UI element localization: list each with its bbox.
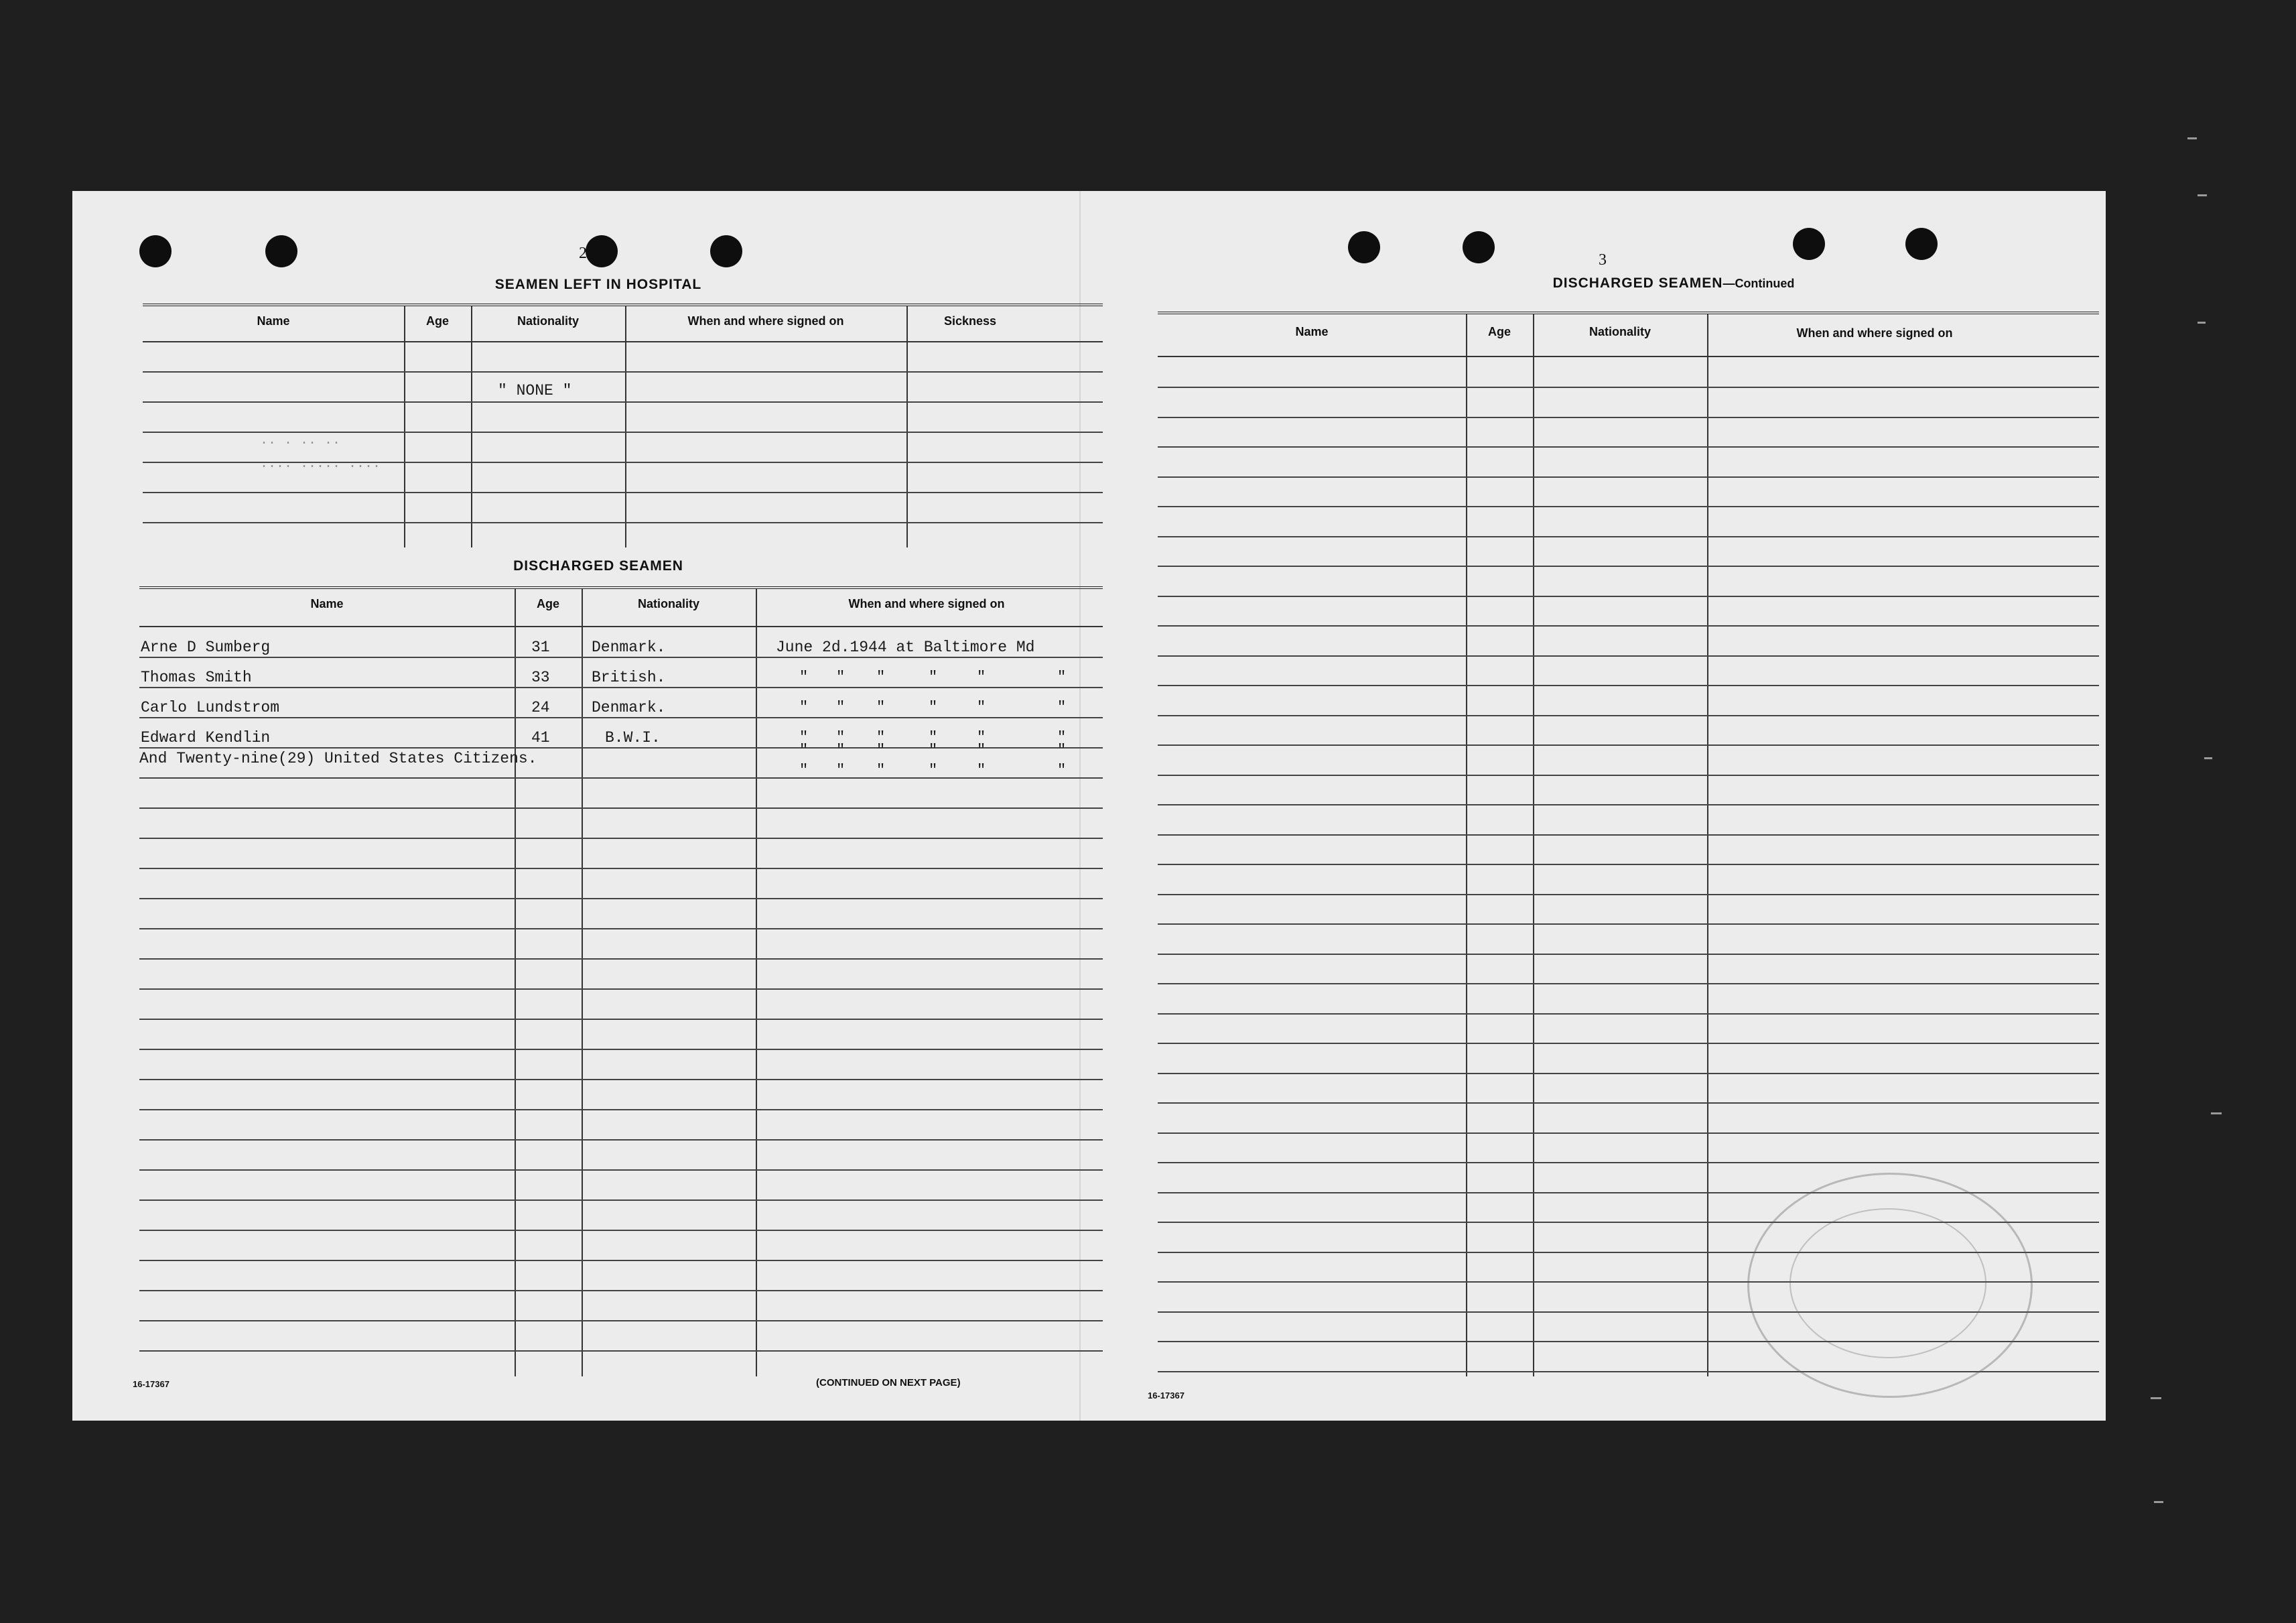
- column-header-name: Name: [310, 597, 344, 610]
- ditto-mark: ": [1057, 669, 1067, 686]
- punch-hole: [710, 235, 742, 267]
- page-number: 2: [579, 245, 587, 262]
- ditto-mark: ": [929, 699, 938, 716]
- seaman-nationality: Denmark.: [592, 639, 666, 656]
- ditto-mark: ": [876, 742, 886, 759]
- row-line: [139, 1169, 1103, 1171]
- row-line: [1158, 446, 2099, 448]
- row-line: [139, 1290, 1103, 1291]
- ditto-mark: ": [799, 729, 809, 746]
- row-line: [139, 1139, 1103, 1141]
- film-edge-mark: [2198, 322, 2206, 324]
- film-edge-mark: [2211, 1112, 2222, 1114]
- bleed-through-marks: ···· ····· ····: [260, 459, 381, 474]
- ditto-mark: ": [929, 669, 938, 686]
- film-edge-mark: [2154, 1501, 2163, 1503]
- row-line: [139, 1260, 1103, 1261]
- row-line: [1158, 864, 2099, 865]
- ditto-mark: ": [977, 699, 986, 716]
- ditto-mark: ": [836, 762, 846, 779]
- row-line: [1158, 954, 2099, 955]
- stamp-inner-ring: [1789, 1208, 1986, 1358]
- row-line: [139, 1230, 1103, 1231]
- column-header-age: Age: [536, 597, 559, 610]
- row-line: [1158, 417, 2099, 418]
- row-line: [143, 401, 1103, 403]
- row-line: [139, 928, 1103, 929]
- ditto-mark: ": [929, 742, 938, 759]
- ditto-mark: ": [836, 742, 846, 759]
- ditto-mark: ": [876, 699, 886, 716]
- column-divider: [1466, 314, 1467, 1376]
- ditto-mark: ": [799, 762, 809, 779]
- seaman-name: Thomas Smith: [141, 669, 252, 686]
- row-line: [1158, 566, 2099, 567]
- seaman-age: 31: [531, 639, 550, 656]
- column-divider: [582, 589, 583, 1376]
- column-divider: [404, 306, 405, 547]
- ditto-mark: ": [977, 729, 986, 746]
- row-line: [1158, 744, 2099, 746]
- ditto-mark: ": [836, 699, 846, 716]
- ditto-mark: ": [929, 762, 938, 779]
- row-line: [139, 1019, 1103, 1020]
- punch-hole: [139, 235, 172, 267]
- row-line: [1158, 1162, 2099, 1163]
- punch-hole: [1905, 228, 1938, 260]
- row-line: [1158, 596, 2099, 597]
- ditto-mark: ": [836, 669, 846, 686]
- ditto-mark: ": [799, 669, 809, 686]
- column-divider: [471, 306, 472, 547]
- row-line: [139, 657, 1103, 658]
- discharged-table: [139, 586, 1103, 1376]
- column-header-signed-on: When and where signed on: [848, 597, 1005, 610]
- row-line: [139, 1109, 1103, 1110]
- row-line: [1158, 775, 2099, 776]
- row-line: [1158, 804, 2099, 805]
- punch-hole: [1793, 228, 1825, 260]
- row-line: [1158, 625, 2099, 627]
- bleed-through-marks: ·· ·· · ··: [260, 436, 341, 451]
- ditto-mark: ": [929, 729, 938, 746]
- row-line: [139, 687, 1103, 688]
- customs-stamp: [1747, 1173, 2033, 1398]
- row-line: [1158, 983, 2099, 984]
- ditto-mark: ": [1057, 729, 1067, 746]
- film-edge-mark: [2204, 757, 2212, 759]
- discharged-section-title: DISCHARGED SEAMEN: [513, 558, 683, 574]
- seaman-age: 24: [531, 699, 550, 716]
- ditto-mark: ": [977, 762, 986, 779]
- ditto-mark: ": [876, 729, 886, 746]
- row-line: [139, 868, 1103, 869]
- document-sheet: [72, 191, 2106, 1421]
- ditto-mark: ": [1057, 699, 1067, 716]
- row-line: [139, 898, 1103, 899]
- summary-line: And Twenty-nine(29) United States Citizens.: [139, 750, 537, 767]
- row-line: [1158, 536, 2099, 537]
- ditto-mark: ": [977, 669, 986, 686]
- seaman-nationality: British.: [592, 669, 666, 686]
- row-line: [139, 1049, 1103, 1050]
- seaman-signed-on: June 2d.1944 at Baltimore Md: [776, 639, 1035, 656]
- row-line: [1158, 715, 2099, 716]
- row-line: [139, 717, 1103, 718]
- column-divider: [1533, 314, 1534, 1376]
- seaman-nationality: B.W.I.: [605, 729, 661, 746]
- hospital-table: [143, 304, 1103, 547]
- row-line: [1158, 655, 2099, 657]
- column-header-signed-on: When and where signed on: [687, 314, 844, 328]
- row-line: [139, 747, 1103, 749]
- film-edge-mark: [2187, 137, 2197, 139]
- row-line: [139, 1079, 1103, 1080]
- seaman-name: Edward Kendlin: [141, 729, 271, 746]
- column-header-nationality: Nationality: [637, 597, 699, 610]
- column-header-sickness: Sickness: [943, 314, 997, 328]
- column-divider: [756, 589, 757, 1376]
- row-line: [1158, 834, 2099, 836]
- row-line: [1158, 894, 2099, 895]
- row-line: [143, 432, 1103, 433]
- punch-hole: [265, 235, 297, 267]
- punch-hole: [1463, 231, 1495, 263]
- column-header-name: Name: [1295, 325, 1329, 338]
- ditto-mark: ": [1057, 762, 1067, 779]
- row-line: [1158, 1102, 2099, 1104]
- ditto-mark: ": [876, 669, 886, 686]
- column-header-age: Age: [425, 314, 449, 328]
- hospital-entry: " NONE ": [498, 382, 572, 399]
- ditto-mark: ": [799, 742, 809, 759]
- film-edge-mark: [2151, 1397, 2161, 1399]
- row-line: [139, 1350, 1103, 1352]
- column-divider: [515, 589, 516, 1376]
- film-edge-mark: [2198, 194, 2207, 196]
- seaman-age: 33: [531, 669, 550, 686]
- form-number: 16-17367: [1148, 1390, 1185, 1401]
- row-line: [139, 958, 1103, 960]
- seaman-age: 41: [531, 729, 550, 746]
- row-line: [1158, 1132, 2099, 1134]
- seaman-name: Carlo Lundstrom: [141, 699, 280, 716]
- punch-hole: [586, 235, 618, 267]
- column-header-name: Name: [257, 314, 290, 328]
- row-line: [143, 371, 1103, 373]
- row-line: [143, 522, 1103, 523]
- row-line: [1158, 1013, 2099, 1015]
- column-header-age: Age: [1487, 325, 1511, 338]
- row-line: [1158, 1043, 2099, 1044]
- row-line: [143, 492, 1103, 493]
- row-line: [1158, 476, 2099, 478]
- row-line: [1158, 923, 2099, 925]
- continued-title-suffix: —Continued: [1723, 277, 1795, 290]
- row-line: [139, 1320, 1103, 1321]
- column-divider: [1707, 314, 1708, 1376]
- row-line: [139, 988, 1103, 990]
- continued-title-main: DISCHARGED SEAMEN: [1552, 275, 1723, 291]
- row-line: [1158, 685, 2099, 686]
- continued-note: (CONTINUED ON NEXT PAGE): [816, 1377, 961, 1388]
- seaman-name: Arne D Sumberg: [141, 639, 271, 656]
- row-line: [139, 838, 1103, 839]
- ditto-mark: ": [876, 762, 886, 779]
- page-number: 3: [1599, 251, 1607, 269]
- hospital-section-title: SEAMEN LEFT IN HOSPITAL: [494, 277, 702, 292]
- row-line: [139, 1199, 1103, 1201]
- row-line: [139, 777, 1103, 779]
- column-header-nationality: Nationality: [1589, 325, 1651, 338]
- ditto-mark: ": [799, 699, 809, 716]
- row-line: [1158, 1073, 2099, 1074]
- punch-hole: [1348, 231, 1380, 263]
- row-line: [1158, 387, 2099, 388]
- row-line: [139, 807, 1103, 809]
- column-divider: [625, 306, 626, 547]
- column-header-nationality: Nationality: [517, 314, 579, 328]
- form-number: 16-17367: [133, 1379, 170, 1389]
- ditto-mark: ": [836, 729, 846, 746]
- row-line: [1158, 506, 2099, 507]
- continued-section-title: [1305, 275, 2042, 291]
- column-divider: [906, 306, 908, 547]
- ditto-mark: ": [977, 742, 986, 759]
- seaman-nationality: Denmark.: [592, 699, 666, 716]
- ditto-mark: ": [1057, 742, 1067, 759]
- column-header-signed-on: When and where signed on: [1796, 326, 1953, 340]
